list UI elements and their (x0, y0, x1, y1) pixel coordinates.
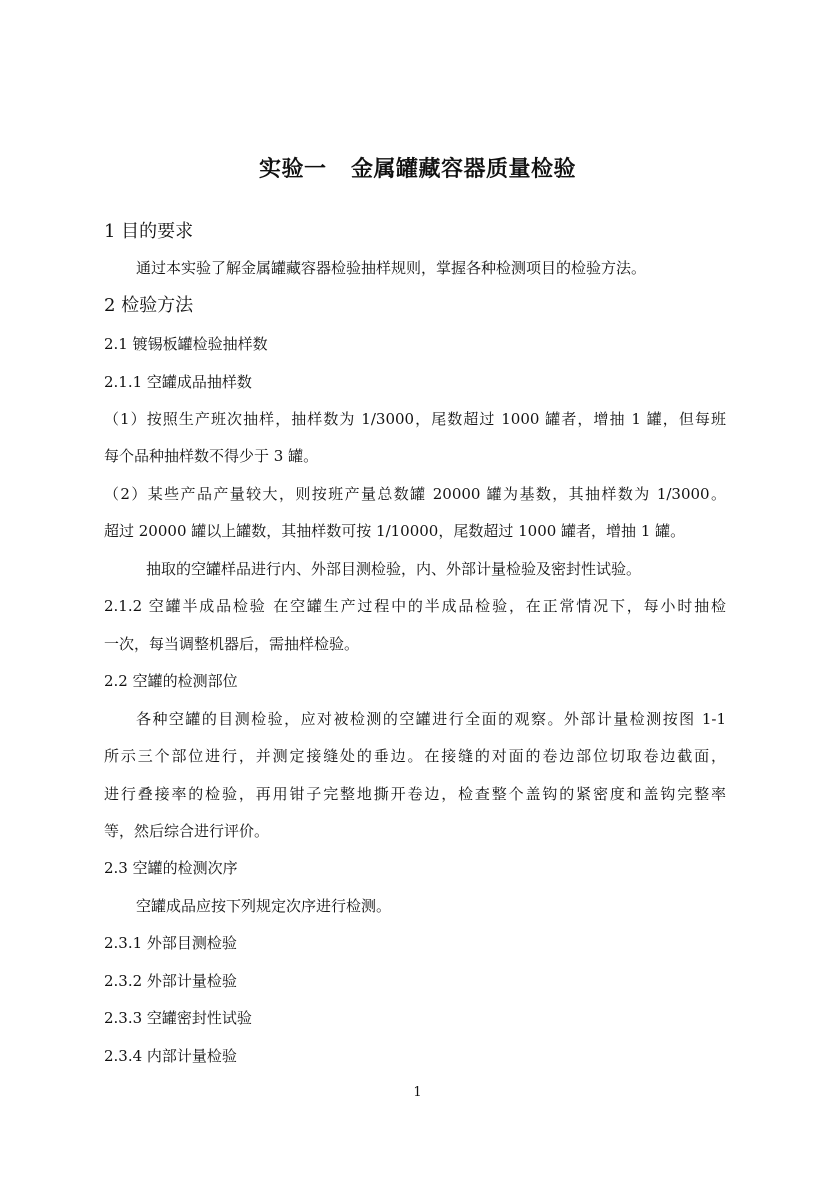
paragraph-sampling-tests: 抽取的空罐样品进行内、外部目测检验，内、外部计量检验及密封性试验。 (146, 560, 642, 578)
paragraph-rule-2-line-2: 超过 20000 罐以上罐数，其抽样数可按 1/10000，尾数超过 1000 罐者，增抽 1 罐。 (104, 522, 686, 540)
section-heading-1: 1 目的要求 (104, 221, 194, 242)
section-heading-2: 2 检验方法 (104, 295, 194, 316)
paragraph-2-2-line-4: 等，然后综合进行评价。 (104, 822, 270, 840)
paragraph-2-1-2-line-2: 一次，每当调整机器后，需抽样检验。 (104, 635, 360, 653)
paragraph-2-2-line-2: 所示三个部位进行，并测定接缝处的垂边。在接缝的对面的卷边部位切取卷边截面， (104, 747, 726, 765)
paragraph-2-1-2-line-1: 2.1.2 空罐半成品检验 在空罐生产过程中的半成品检验，在正常情况下，每小时抽检 (104, 597, 726, 615)
subsection-heading-2-1-1: 2.1.1 空罐成品抽样数 (104, 373, 252, 391)
paragraph-2-2-line-1: 各种空罐的目测检验，应对被检测的空罐进行全面的观察。外部计量检测按图 1-1 (136, 710, 726, 728)
subsection-heading-2-1: 2.1 镀锡板罐检验抽样数 (104, 335, 268, 353)
page-title: 实验一 金属罐藏容器质量检验 (259, 156, 576, 182)
paragraph-2-2-line-3: 进行叠接率的检验，再用钳子完整地撕开卷边，检查整个盖钩的紧密度和盖钩完整率 (104, 785, 726, 803)
subsection-heading-2-3-2: 2.3.2 外部计量检验 (104, 972, 237, 990)
paragraph-2-3: 空罐成品应按下列规定次序进行检测。 (136, 897, 392, 915)
page-number: 1 (413, 1085, 422, 1100)
subsection-heading-2-3-3: 2.3.3 空罐密封性试验 (104, 1009, 252, 1027)
paragraph-rule-1-line-1: （1）按照生产班次抽样，抽样数为 1/3000，尾数超过 1000 罐者，增抽 1 罐，但每班 (104, 410, 726, 428)
paragraph-rule-1-line-2: 每个品种抽样数不得少于 3 罐。 (104, 447, 319, 465)
subsection-heading-2-3-4: 2.3.4 内部计量检验 (104, 1047, 237, 1065)
paragraph-purpose: 通过本实验了解金属罐藏容器检验抽样规则，掌握各种检测项目的检验方法。 (136, 259, 647, 277)
subsection-heading-2-2: 2.2 空罐的检测部位 (104, 672, 238, 690)
subsection-heading-2-3: 2.3 空罐的检测次序 (104, 859, 238, 877)
subsection-heading-2-3-1: 2.3.1 外部目测检验 (104, 934, 237, 952)
paragraph-rule-2-line-1: （2）某些产品产量较大，则按班产量总数罐 20000 罐为基数，其抽样数为 1/3000。 (104, 485, 726, 503)
